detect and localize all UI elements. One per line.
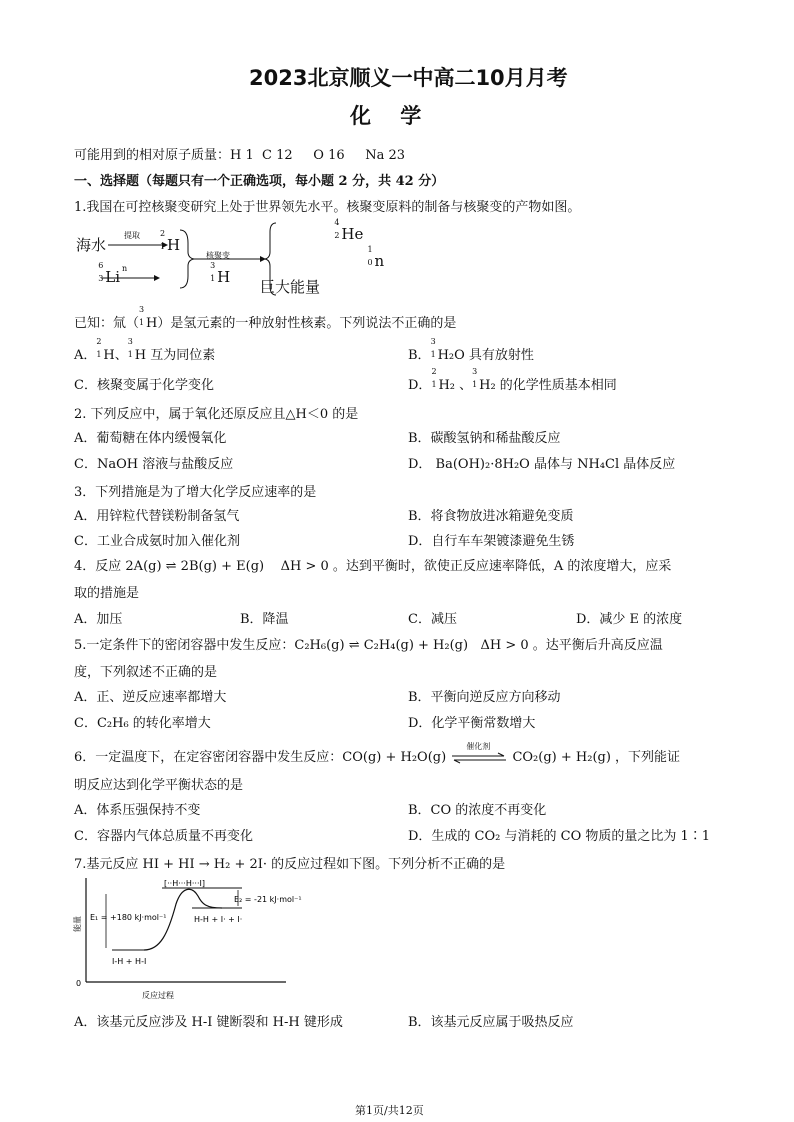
y-axis-label: 能量	[73, 916, 82, 932]
tritium-symbol: 3 1 H	[210, 261, 231, 286]
seawater-label: 海水	[76, 236, 107, 254]
deuterium-symbol: 2 1 H	[160, 229, 181, 254]
q4-stem: 4．反应 2A(g) ⇌ 2B(g) + E(g) ΔH > 0 。达到平衡时，欲使正反应速率降低，A 的浓度增大，应采	[74, 559, 672, 574]
q5-option-b: B．平衡向逆反应方向移动	[408, 690, 561, 705]
q4-option-c: C．减压	[408, 612, 457, 627]
extract-arrow	[108, 240, 168, 250]
q5-option-a: A．正、逆反应速率都增大	[74, 690, 227, 705]
q6-option-b: B．CO 的浓度不再变化	[408, 803, 547, 818]
q3-option-b: B．将食物放进冰箱避免变质	[408, 509, 574, 524]
q6-option-c: C．容器内气体总质量不再变化	[74, 829, 253, 844]
helium-symbol: 4 2 He	[334, 218, 364, 243]
q7-energy-diagram	[72, 874, 302, 1006]
neutron-arrow	[102, 273, 160, 283]
q2-option-d: D． Ba(OH)₂·8H₂O 晶体与 NH₄Cl 晶体反应	[408, 457, 676, 472]
q6-option-d: D．生成的 CO₂ 与消耗的 CO 物质的量之比为 1∶1	[408, 829, 711, 844]
q1-note: 已知：氚（ 3 1 H）是氢元素的一种放射性核素。下列说法不正确的是	[74, 305, 457, 331]
q1-option-d: D． 2 1 H₂ 、 3 1 H₂ 的化学性质基本相同	[408, 367, 617, 393]
q5-option-c: C．C₂H₆ 的转化率增大	[74, 716, 211, 731]
q1-stem: 1.我国在可控核聚变研究上处于世界领先水平。核聚变原料的制备与核聚变的产物如图。	[74, 200, 581, 215]
q6-option-a: A．体系压强保持不变	[74, 803, 201, 818]
q4-stem-cont: 取的措施是	[74, 586, 140, 601]
q4-option-a: A．加压	[74, 612, 123, 627]
q1-option-a: A． 2 1 H、 3 1 H 互为同位素	[74, 337, 216, 363]
q6-stem: 6．一定温度下，在定容密闭容器中发生反应：CO(g) + H₂O(g) 催化剂 CO₂(g) + H₂(g) ，下列能证	[74, 741, 681, 765]
q4-option-b: B．降温	[240, 612, 289, 627]
q5-option-d: D．化学平衡常数增大	[408, 716, 536, 731]
q3-option-c: C．工业合成氨时加入催化剂	[74, 534, 240, 549]
e1-label: E₁ = +180 kJ·mol⁻¹	[90, 913, 167, 922]
subject-title: 化 学	[350, 104, 422, 128]
q1-option-b: B． 3 1 H₂O 具有放射性	[408, 337, 534, 363]
reactants-label: I-H + H-I	[112, 957, 147, 966]
q1-diagram	[74, 218, 385, 296]
q2-option-b: B．碳酸氢钠和稀盐酸反应	[408, 431, 561, 446]
neutron-label: n	[122, 264, 128, 273]
page-footer: 第1页/共12页	[355, 1104, 424, 1117]
q2-stem: 2. 下列反应中，属于氧化还原反应且△H＜0 的是	[74, 407, 359, 422]
page-title: 2023北京顺义一中高二10月月考	[249, 66, 568, 90]
q7-stem: 7.基元反应 HI + HI → H₂ + 2I· 的反应过程如下图。下列分析不正确的是	[74, 857, 506, 872]
atomic-masses: 可能用到的相对原子质量：H 1 C 12 O 16 Na 23	[74, 148, 406, 163]
q7-option-a: A．该基元反应涉及 H-I 键断裂和 H-H 键形成	[74, 1015, 343, 1030]
section-heading: 一、选择题（每题只有一个正确选项，每小题 2 分，共 42 分）	[74, 174, 445, 189]
products-label: H-H + I· + I·	[194, 915, 243, 924]
energy-label: 巨大能量	[260, 278, 321, 296]
neutron-product: 1 0 n	[367, 245, 385, 270]
x-axis-label: 反应过程	[142, 991, 174, 1000]
catalyst-equilibrium-arrow: 催化剂	[450, 751, 508, 765]
q2-option-a: A．葡萄糖在体内缓慢氧化	[74, 431, 227, 446]
e2-label: E₂ = -21 kJ·mol⁻¹	[234, 895, 302, 904]
extract-label: 提取	[124, 231, 140, 240]
q5-stem: 5.一定条件下的密闭容器中发生反应：C₂H₆(g) ⇌ C₂H₄(g) + H₂(g) ΔH > 0 。达平衡后升高反应温	[74, 638, 663, 653]
q5-stem-cont: 度，下列叙述不正确的是	[74, 665, 218, 680]
origin-label: 0	[76, 979, 82, 988]
lithium-symbol: 6 3 Li	[98, 261, 120, 286]
q1-option-c: C．核聚变属于化学变化	[74, 378, 214, 393]
q4-option-d: D．减少 E 的浓度	[576, 612, 683, 627]
q3-option-d: D．自行车车架镀漆避免生锈	[408, 534, 575, 549]
q7-option-b: B．该基元反应属于吸热反应	[408, 1015, 574, 1030]
q2-option-c: C．NaOH 溶液与盐酸反应	[74, 457, 234, 472]
fusion-label: 核聚变	[206, 251, 230, 260]
q3-option-a: A．用锌粒代替镁粉制备氢气	[74, 509, 240, 524]
q6-stem-cont: 明反应达到化学平衡状态的是	[74, 778, 244, 793]
q3-stem: 3．下列措施是为了增大化学反应速率的是	[74, 485, 317, 500]
ts-label: [··H···H···I]	[164, 879, 205, 888]
